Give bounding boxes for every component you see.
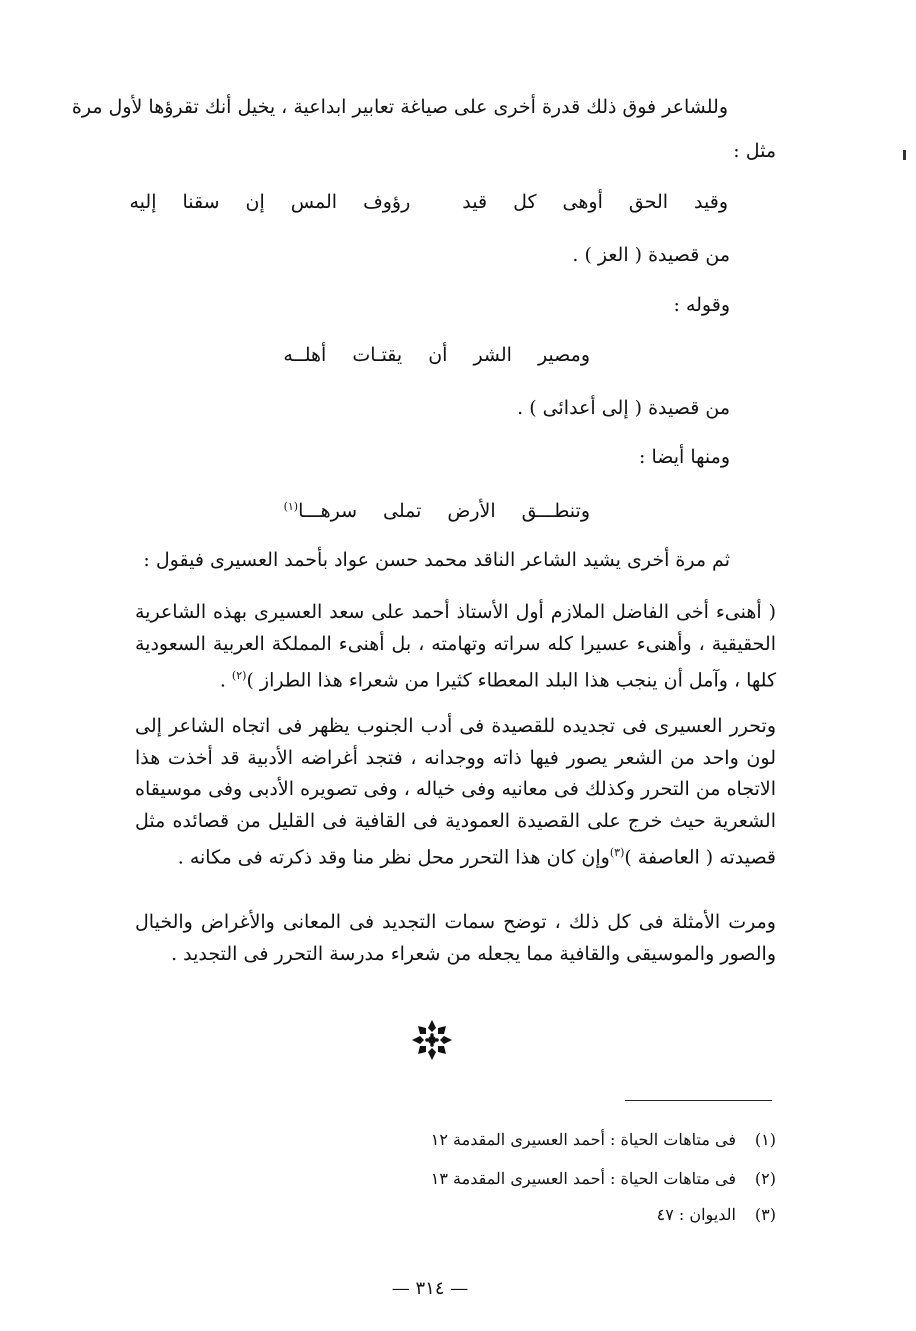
footnote-number: (١) <box>754 1130 776 1149</box>
verse-word: وقيد <box>694 191 728 213</box>
verse-2 <box>257 340 590 370</box>
verse-word: رؤوف <box>363 191 411 213</box>
verse-word: أوهى <box>562 191 603 213</box>
text-line-5: من قصيدة ( إلى أعدائى ) . <box>517 397 730 419</box>
footnote-2 <box>431 1167 776 1191</box>
quote-paragraph <box>135 597 776 697</box>
footnote-1 <box>431 1128 776 1152</box>
verse-word: سرهـــا <box>298 500 357 523</box>
paragraph-text: وتحرر العسيرى فى تجديده للقصيدة فى أدب الجنوب يظهر فى اتجاه الشاعر إلى لون واحد من الشعر يصور فيها ذاته ووجدانه ، فتجد أغراضه الأدبية قد أخذت هذا الاتجاه من التحرر وكذلك فى معانيه وفى خياله ، وفى تصويره الأدبى وفى موسيقاه الشعرية حيث خرج على القصيدة العمودية فى القافية فى القليل من قصائده مثل قصيدته ( العاصفة ) <box>135 715 776 869</box>
verse-word: كل <box>513 191 537 213</box>
footnote-text: فى متاهات الحياة : أحمد العسيرى المقدمة ١٢ <box>430 1130 736 1149</box>
page-number: — ٣١٤ — <box>391 1278 469 1299</box>
text-line-7: ثم مرة أخرى يشيد الشاعر الناقد محمد حسن عواد بأحمد العسيرى فيقول : <box>143 549 730 571</box>
verse-word: سقنا <box>182 191 220 213</box>
text-line-4: وقوله : <box>673 294 730 316</box>
footnote-text: الديوان : ٤٧ <box>656 1205 736 1224</box>
verse-word: الحق <box>628 191 669 213</box>
verse-word: إن <box>245 191 265 213</box>
footnote-number: (٢) <box>754 1169 776 1188</box>
verse-3 <box>284 492 590 526</box>
verse-word: المس <box>290 191 338 213</box>
verse-word: الأرض <box>447 500 496 523</box>
verse-1 <box>103 187 728 217</box>
footnote-text: فى متاهات الحياة : أحمد العسيرى المقدمة ١٣ <box>430 1169 736 1188</box>
scan-mark <box>903 150 906 160</box>
verse-word: الشر <box>473 344 512 366</box>
footnote-number: (٣) <box>754 1205 776 1224</box>
quote-text: ( أهنىء أخى الفاضل الملازم أول الأستاذ أحمد على سعد العسيرى بهذه الشاعرية الحقيقية ، وأهنىء عسيرا كله سراته وتهامته ، بل أهنىء المملكة العربية السعودية كلها ، وآمل أن ينجب هذا البلد المعطاء كثيرا من شعراء هذا الطراز ) <box>135 601 776 692</box>
text-line-3: من قصيدة ( العز ) . <box>572 244 730 266</box>
verse-word: أهلــه <box>283 344 327 366</box>
paragraph-text: وإن كان هذا التحرر محل نظر منا وقد ذكرته فى مكانه . <box>177 846 610 869</box>
verse-word: قيد <box>462 191 488 213</box>
footnote-ref: (٣) <box>609 846 625 859</box>
footnote-ref: (٢) <box>231 669 247 682</box>
verse-word: ومصير <box>537 344 590 366</box>
footnote-separator <box>625 1100 772 1101</box>
verse-word: إليه <box>129 191 157 213</box>
body-paragraph-2: ومرت الأمثلة فى كل ذلك ، توضح سمات التجديد فى المعانى والأغراض والخيال والصور والموسيقى والقافية مما يجعله من شعراء مدرسة التحرر فى التجديد . <box>135 911 776 965</box>
body-paragraph-1 <box>135 711 776 874</box>
verse-word: وتنطـــق <box>521 500 590 523</box>
text-line-2: مثل : <box>733 140 776 162</box>
text-line-6: ومنها أيضا : <box>639 446 730 468</box>
verse-word: يقتـات <box>352 344 403 366</box>
text-line-1: وللشاعر فوق ذلك قدرة أخرى على صياغة تعابير ابداعية ، يخيل أنك تقرؤها لأول مرة <box>71 96 728 118</box>
ornament-icon <box>410 1018 454 1062</box>
footnote-3 <box>657 1203 776 1227</box>
verse-word: أن <box>428 344 448 366</box>
quote-end: . <box>219 669 232 692</box>
footnote-ref: (١) <box>283 500 299 513</box>
verse-word: تملى <box>383 500 422 523</box>
